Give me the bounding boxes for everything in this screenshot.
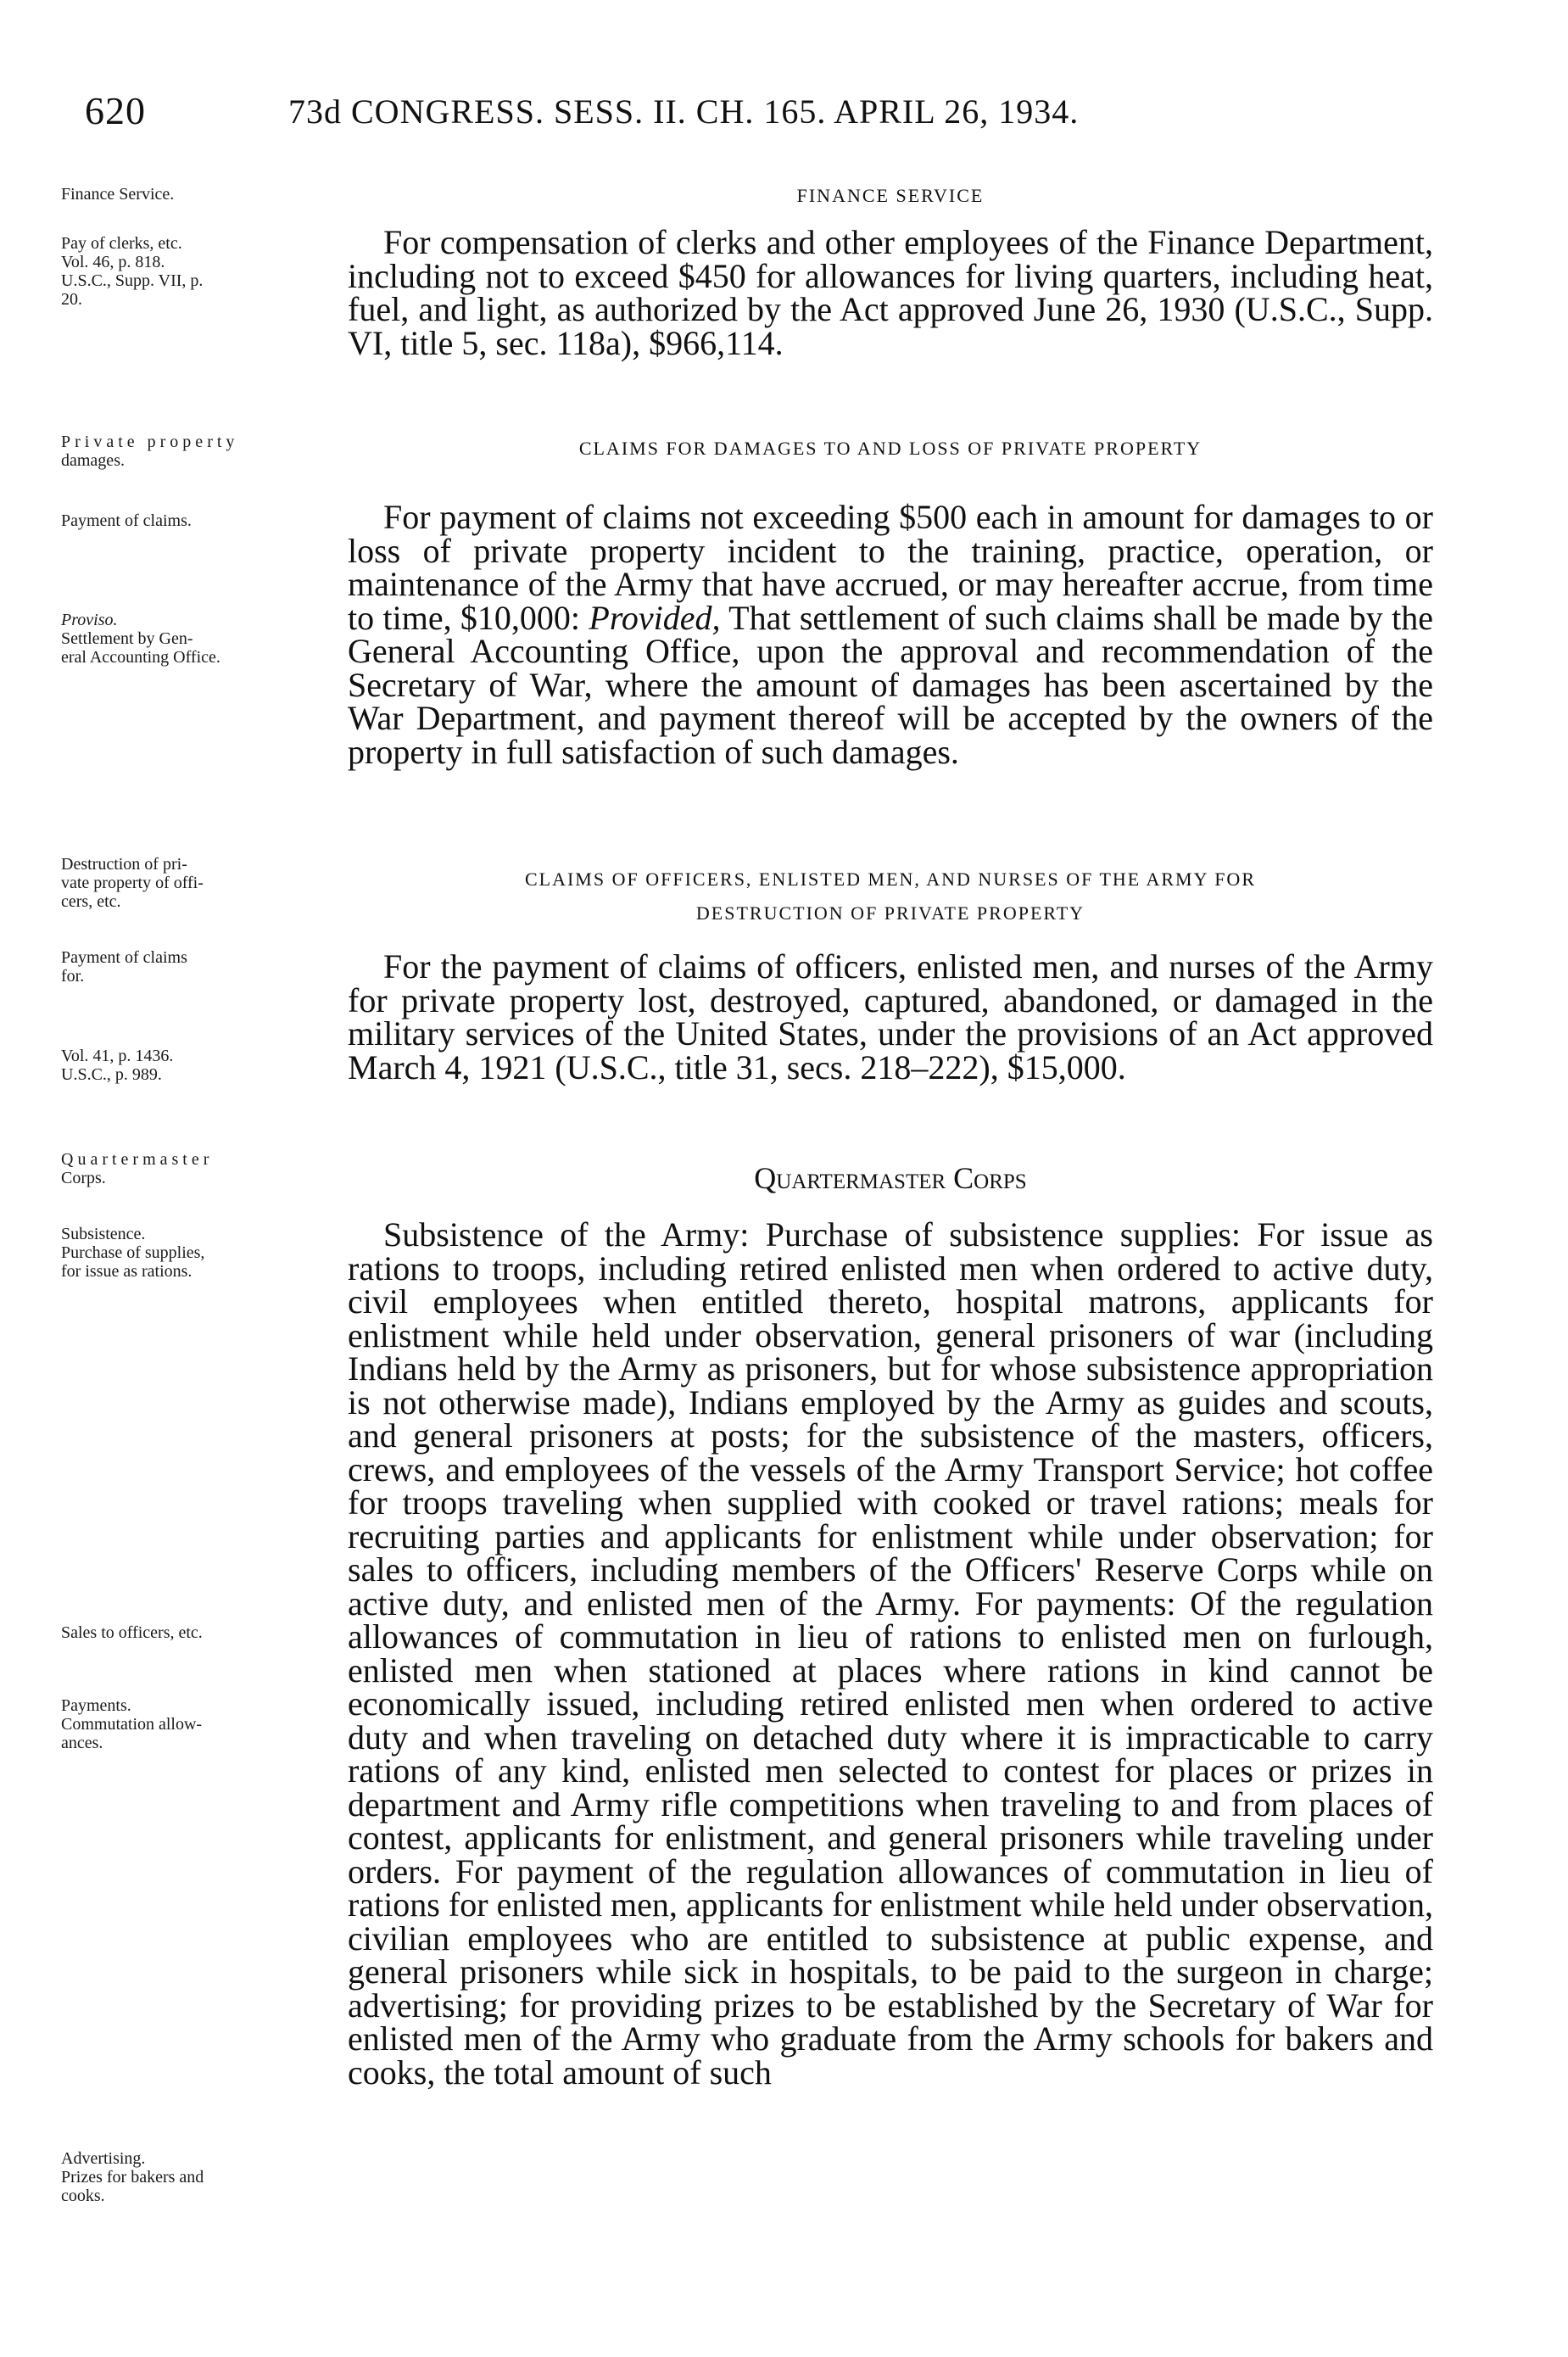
- paragraph-private-property: [348, 498, 1433, 771]
- margin-note-text: for issue as rations.: [61, 1262, 193, 1281]
- margin-note-proviso: [61, 611, 332, 667]
- margin-note-payments: [61, 1696, 332, 1752]
- section-heading-destruction-line-2: DESTRUCTION OF PRIVATE PROPERTY: [695, 902, 1085, 924]
- margin-note-text: Prizes for bakers and: [61, 2168, 204, 2187]
- margin-note-text: Sales to officers, etc.: [61, 1623, 203, 1642]
- margin-note-text: Corps.: [61, 1169, 106, 1187]
- paragraph-text: That settlement of such claims shall be made by the General Accounting Office, upon the approval and recommendation of the Secretary of War, where the amount of damages has been ascertained by the War Department, and payment thereof will be accepted by the owners of the property in full satisfaction of such damages.: [348, 598, 1433, 771]
- margin-note-quartermaster: [61, 1150, 332, 1187]
- margin-note-sales-to-officers: [61, 1623, 332, 1642]
- margin-note-text: Advertising.: [61, 2149, 146, 2168]
- margin-note-text: Settlement by Gen-: [61, 629, 193, 648]
- paragraph-text: For compensation of clerks and other employees of the Finance Department, including not to exceed $450 for allowances for living quarters, including heat, fuel, and light, as authorized by the Act approved June 26, 1930 (U.S.C., Supp. VI, title 5, sec. 118a), $966,114.: [348, 223, 1433, 362]
- margin-note-subsistence: [61, 1225, 332, 1281]
- margin-note-text: for.: [61, 967, 85, 986]
- margin-note-payment-of-claims-for: [61, 948, 332, 986]
- margin-note-text: U.S.C., Supp. VII, p.: [61, 271, 204, 290]
- margin-note-text: U.S.C., p. 989.: [61, 1065, 162, 1084]
- paragraph-text: Subsistence of the Army: Purchase of subsistence supplies: For issue as rations to troops, including retired enlisted men when ordered to active duty, civil employees when entitled thereto, hospital matrons, applicants for enlistment while held under observation, general prisoners of war (including Indians held by the Army as prisoners, but for whose subsistence appropriation is not otherwise made), Indians employed by the Army as guides and scouts, and general prisoners at posts; for the subsistence of the masters, officers, crews, and employees of the vessels of the Army Transport Service; hot coffee for troops traveling when supplied with cooked or travel rations; meals for recruiting parties and applicants for enlistment while under observation; for sales to officers, including members of the Officers' Reserve Corps while on active duty, and enlisted men of the Army. For payments: Of the regulation allowances of commutation in lieu of rations to enlisted men on furlough, enlisted men when stationed at places where rations in kind cannot be economically issued, including retired enlisted men when ordered to active duty and when traveling on detached duty where it is impracticable to carry rations of any kind, enlisted men selected to contest for places or prizes in department and Army rifle competitions when traveling to and from places of contest, applicants for enlistment, and general prisoners while traveling under orders. For payment of the regulation allowances of commutation in lieu of rations for enlisted men, applicants for enlistment while held under observation, civilian employees who are entitled to subsistence at public expense, and general prisoners while sick in hospitals, to be paid to the surgeon in charge; advertising; for providing prizes to be established by the Secretary of War for enlisted men of the Army who graduate from the Army schools for bakers and cooks, the total amount of such: [348, 1215, 1433, 2092]
- margin-note-text: Finance Service.: [61, 185, 175, 204]
- margin-note-pay-of-clerks: [61, 234, 332, 309]
- paragraph-quartermaster-subsistence: [348, 1215, 1433, 2092]
- margin-note-text: Private property: [61, 433, 239, 451]
- page-number: 620: [85, 89, 146, 132]
- section-heading-finance: FINANCE SERVICE: [796, 185, 985, 206]
- margin-note-text: Proviso.: [61, 611, 118, 629]
- margin-note-text: Subsistence.: [61, 1225, 146, 1243]
- margin-note-text: Payment of claims: [61, 948, 187, 967]
- margin-note-text: Vol. 41, p. 1436.: [61, 1047, 174, 1065]
- section-heading-quartermaster: Quartermaster Corps: [754, 1161, 1027, 1195]
- margin-note-text: cooks.: [61, 2187, 105, 2205]
- paragraph-text: For payment of claims not exceeding $500 each in amount for damages to or loss of private property incident to the training, practice, operation, or maintenance of the Army that have accrued, or may hereafter accrue, from time to time, $10,000:: [348, 498, 1433, 637]
- margin-note-text: Payments.: [61, 1696, 131, 1715]
- section-heading-private-property: CLAIMS FOR DAMAGES TO AND LOSS OF PRIVATE PROPERTY: [578, 438, 1203, 459]
- margin-note-text: Destruction of pri-: [61, 855, 187, 874]
- margin-note-advertising: [61, 2149, 332, 2205]
- paragraph-destruction: [348, 947, 1433, 1086]
- margin-note-text: eral Accounting Office.: [61, 648, 220, 667]
- margin-note-private-property: [61, 433, 332, 470]
- margin-note-text: Commutation allow-: [61, 1715, 203, 1734]
- margin-note-text: cers, etc.: [61, 892, 121, 911]
- margin-note-text: Payment of claims.: [61, 511, 192, 530]
- section-heading-destruction-line-1: CLAIMS OF OFFICERS, ENLISTED MEN, AND NURSES OF THE ARMY FOR: [524, 869, 1256, 890]
- margin-note-text: Purchase of supplies,: [61, 1243, 205, 1262]
- margin-note-text: 20.: [61, 290, 82, 309]
- running-head: 73d CONGRESS. SESS. II. CH. 165. APRIL 26, 1934.: [288, 92, 1080, 131]
- margin-note-text: Pay of clerks, etc.: [61, 234, 182, 253]
- margin-note-text: damages.: [61, 451, 125, 470]
- page-header: [85, 88, 1425, 139]
- margin-note-text: ances.: [61, 1734, 103, 1752]
- margin-note-text: Quartermaster: [61, 1150, 214, 1169]
- margin-note-destruction: [61, 855, 332, 911]
- margin-note-payment-of-claims: [61, 511, 332, 530]
- margin-note-finance-service: [61, 185, 332, 204]
- margin-note-text: vate property of offi-: [61, 874, 204, 892]
- margin-note-vol-41: [61, 1047, 332, 1084]
- paragraph-text: For the payment of claims of officers, enlisted men, and nurses of the Army for private property lost, destroyed, captured, abandoned, or damaged in the military services of the United States, under the provisions of an Act approved March 4, 1921 (U.S.C., title 31, secs. 218–222), $15,000.: [348, 947, 1433, 1086]
- provided-keyword: Provided,: [589, 598, 721, 637]
- margin-note-text: Vol. 46, p. 818.: [61, 253, 165, 271]
- paragraph-finance-service: [348, 223, 1433, 362]
